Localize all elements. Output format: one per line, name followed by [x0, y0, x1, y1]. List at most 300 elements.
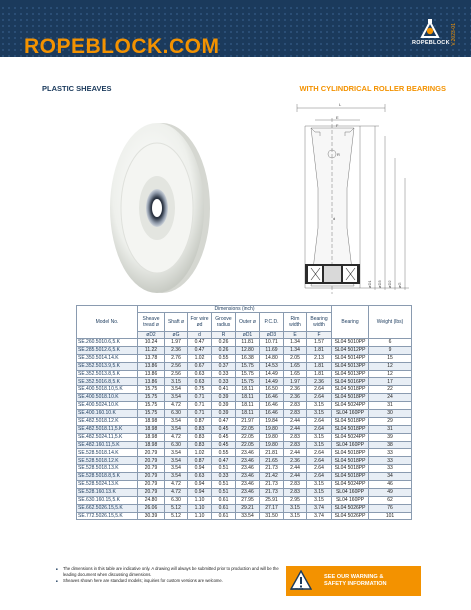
table-cell: 2.64 — [307, 386, 332, 394]
table-cell: 12.80 — [236, 346, 260, 354]
table-cell: 0.71 — [188, 410, 212, 418]
table-cell: 0.83 — [188, 441, 212, 449]
table-cell: 25.91 — [260, 496, 284, 504]
model-number-cell: SE.630.160.15,5.K — [77, 496, 138, 504]
table-cell: 1.97 — [284, 378, 307, 386]
label-d: d — [333, 216, 336, 221]
table-row — [77, 512, 412, 520]
table-cell: 15.75 — [236, 370, 260, 378]
table-cell: 0.83 — [188, 433, 212, 441]
table-cell: 10.71 — [260, 339, 284, 347]
table-cell: 16.50 — [260, 386, 284, 394]
table-cell: 0.71 — [188, 402, 212, 410]
table-cell: 21.65 — [260, 457, 284, 465]
model-number-cell: SE.528.5018.8,5.K — [77, 473, 138, 481]
table-cell: 15.75 — [236, 362, 260, 370]
table-cell: 1.34 — [284, 339, 307, 347]
col-shaft: Shaft ø — [165, 313, 188, 332]
col-sheave-tread: Sheave tread ø — [138, 313, 165, 332]
table-cell: 30 — [369, 410, 412, 418]
table-row — [77, 378, 412, 386]
table-row — [77, 417, 412, 425]
table-cell: 0.83 — [188, 425, 212, 433]
table-cell: 2.64 — [307, 473, 332, 481]
table-cell: 10.24 — [138, 339, 165, 347]
table-cell: 13.78 — [138, 354, 165, 362]
table-cell: 11.81 — [236, 339, 260, 347]
table-cell: 13.86 — [138, 370, 165, 378]
logo-icon — [419, 19, 441, 39]
table-cell: 23.46 — [236, 488, 260, 496]
table-cell: 18.98 — [138, 441, 165, 449]
table-cell: 1.34 — [284, 346, 307, 354]
model-number-cell: SE.482.5018.11,5.K — [77, 425, 138, 433]
sub-D3: øD3 — [260, 332, 284, 339]
table-cell: 27.95 — [236, 496, 260, 504]
table-cell: SL04 5010PP — [332, 339, 369, 347]
table-cell: 20.79 — [138, 488, 165, 496]
col-weight: Weight (lbs) — [369, 306, 412, 339]
model-number-cell: SE.350.5014.14.K — [77, 354, 138, 362]
table-cell: 2.44 — [284, 465, 307, 473]
table-cell: 39 — [369, 433, 412, 441]
label-D2: øD2 — [387, 280, 392, 288]
table-cell: 3.15 — [165, 378, 188, 386]
table-cell: 21.81 — [260, 449, 284, 457]
table-cell: 0.55 — [212, 449, 236, 457]
table-cell: 2.36 — [284, 386, 307, 394]
table-cell: 0.33 — [212, 473, 236, 481]
table-cell: 2.64 — [307, 457, 332, 465]
table-cell: 19.80 — [260, 441, 284, 449]
table-cell: SL04 5013PP — [332, 370, 369, 378]
table-cell: 24.80 — [138, 496, 165, 504]
table-cell: SL04 5024PP — [332, 402, 369, 410]
table-cell: 21.73 — [260, 488, 284, 496]
table-cell: 2.64 — [307, 449, 332, 457]
table-cell: 2.05 — [284, 354, 307, 362]
table-cell: 5.12 — [165, 504, 188, 512]
model-number-cell: SE.482.160.11,5.K — [77, 441, 138, 449]
table-cell: 6.30 — [165, 441, 188, 449]
table-cell: 1.10 — [188, 512, 212, 520]
table-cell: SL04 5018PP — [332, 473, 369, 481]
table-cell: 3.15 — [307, 496, 332, 504]
table-cell: 0.63 — [188, 370, 212, 378]
table-cell: 0.63 — [188, 378, 212, 386]
table-cell: 2.83 — [284, 481, 307, 489]
table-cell: 13.86 — [138, 362, 165, 370]
table-cell: 23.46 — [236, 465, 260, 473]
table-cell: SL04 5018PP — [332, 417, 369, 425]
table-cell: 1.10 — [188, 504, 212, 512]
table-cell: 3.15 — [284, 504, 307, 512]
table-cell: 19.80 — [260, 433, 284, 441]
table-cell: 0.94 — [188, 465, 212, 473]
table-cell: 3.54 — [165, 425, 188, 433]
section-subtitle: WITH CYLINDRICAL ROLLER BEARINGS — [299, 84, 446, 93]
model-number-cell: SE.662.5026.15,5.K — [77, 504, 138, 512]
table-cell: 3.15 — [307, 402, 332, 410]
table-cell: 21.97 — [236, 417, 260, 425]
technical-drawing — [275, 98, 415, 298]
table-cell: SL04 160PP — [332, 410, 369, 418]
table-cell: SL04 160PP — [332, 496, 369, 504]
table-cell: 0.26 — [212, 346, 236, 354]
table-cell: 0.45 — [212, 441, 236, 449]
warning-safety-link[interactable] — [286, 566, 421, 596]
group-header: Dimensions (inch) — [138, 306, 332, 313]
table-cell: 0.45 — [212, 433, 236, 441]
label-E: E — [336, 115, 339, 120]
table-cell: 1.81 — [307, 362, 332, 370]
table-cell: SL04 5018PP — [332, 449, 369, 457]
table-cell: 2.36 — [165, 346, 188, 354]
table-cell: 14.49 — [260, 370, 284, 378]
col-bearing-width: Bearing width — [307, 313, 332, 332]
table-cell: 18.11 — [236, 386, 260, 394]
table-cell: 3.15 — [307, 488, 332, 496]
table-cell: 33 — [369, 449, 412, 457]
model-number-cell: SE.400.160.10.K — [77, 410, 138, 418]
table-cell: 2.36 — [307, 378, 332, 386]
table-cell: 5.12 — [165, 512, 188, 520]
table-cell: 0.41 — [212, 386, 236, 394]
table-cell: 15.75 — [236, 378, 260, 386]
table-cell: 31.50 — [260, 512, 284, 520]
table-row — [77, 346, 412, 354]
table-cell: 22 — [369, 386, 412, 394]
table-cell: 33.54 — [236, 512, 260, 520]
table-cell: SL04 5018PP — [332, 465, 369, 473]
table-cell: 1.65 — [284, 362, 307, 370]
table-cell: 0.94 — [188, 481, 212, 489]
table-cell: 0.33 — [212, 370, 236, 378]
table-cell: 22.05 — [236, 441, 260, 449]
model-number-cell: SE.352.5013.9,5.K — [77, 362, 138, 370]
table-cell: 24 — [369, 394, 412, 402]
table-cell: 6 — [369, 339, 412, 347]
model-number-cell: SE.772.5026.15,5.K — [77, 512, 138, 520]
table-cell: 2.83 — [284, 441, 307, 449]
table-cell: 4.72 — [165, 488, 188, 496]
table-cell: SL04 5018PP — [332, 457, 369, 465]
table-cell: 16.46 — [260, 402, 284, 410]
table-cell: 21.42 — [260, 473, 284, 481]
header — [0, 5, 471, 57]
table-cell: 22.05 — [236, 433, 260, 441]
table-cell: 0.63 — [188, 473, 212, 481]
table-cell: SL04 160PP — [332, 441, 369, 449]
table-cell: 0.55 — [212, 354, 236, 362]
table-cell: 13.86 — [138, 378, 165, 386]
warning-text — [324, 574, 387, 588]
table-row — [77, 362, 412, 370]
table-cell: SL04 5026PP — [332, 504, 369, 512]
table-cell: 21.73 — [260, 465, 284, 473]
table-cell: 1.81 — [307, 346, 332, 354]
table-cell: 2.44 — [284, 449, 307, 457]
table-cell: 29 — [369, 417, 412, 425]
table-cell: 2.64 — [307, 394, 332, 402]
model-number-cell: SE.482.5018.12.K — [77, 417, 138, 425]
table-cell: 0.61 — [212, 512, 236, 520]
section-title: PLASTIC SHEAVES — [42, 84, 112, 93]
table-cell: 20.79 — [138, 481, 165, 489]
table-cell: 18.98 — [138, 425, 165, 433]
table-cell: 18.11 — [236, 402, 260, 410]
table-row — [77, 433, 412, 441]
table-cell: 0.71 — [188, 394, 212, 402]
brand-title[interactable]: ROPEBLOCK.COM — [24, 35, 220, 58]
table-cell: 1.65 — [284, 370, 307, 378]
table-cell: 0.94 — [188, 488, 212, 496]
table-cell: 14.49 — [260, 378, 284, 386]
table-cell: 2.95 — [284, 496, 307, 504]
table-cell: 46 — [369, 481, 412, 489]
model-number-cell: SE.352.5013.8,5.K — [77, 370, 138, 378]
ropeblock-logo[interactable] — [412, 19, 448, 46]
warning-icon-label: WARNING — [291, 588, 304, 591]
footnote-2: ■ Sheaves shown here are standard models; inquiries for custom versions are welcome. — [56, 578, 281, 584]
table-cell: 23.46 — [236, 457, 260, 465]
table-cell: 2.83 — [284, 402, 307, 410]
table-cell: 2.36 — [284, 457, 307, 465]
model-number-cell: SE.528.5018.12.K — [77, 457, 138, 465]
table-cell: 31 — [369, 402, 412, 410]
table-cell: SL04 5012PP — [332, 346, 369, 354]
table-row — [77, 339, 412, 347]
table-cell: 0.51 — [212, 481, 236, 489]
table-cell: 0.39 — [212, 410, 236, 418]
table-cell: 15.75 — [138, 402, 165, 410]
table-cell: 4.72 — [165, 433, 188, 441]
table-row — [77, 481, 412, 489]
table-cell: 15.75 — [138, 386, 165, 394]
table-cell: 2.56 — [165, 370, 188, 378]
sub-D2: øD2 — [138, 332, 165, 339]
table-cell: 1.97 — [165, 339, 188, 347]
table-cell: 1.81 — [307, 370, 332, 378]
table-cell: 31 — [369, 425, 412, 433]
table-cell: SL04 5016PP — [332, 378, 369, 386]
table-cell: 20.79 — [138, 465, 165, 473]
table-cell: 0.61 — [212, 496, 236, 504]
warning-line-2: SAFETY INFORMATION — [324, 581, 387, 587]
table-cell: 11.22 — [138, 346, 165, 354]
table-cell: 16.46 — [260, 394, 284, 402]
table-cell: 0.61 — [212, 504, 236, 512]
table-cell: 23.46 — [236, 481, 260, 489]
table-cell: 2.44 — [284, 473, 307, 481]
table-row — [77, 402, 412, 410]
table-cell: 20.79 — [138, 473, 165, 481]
table-cell: 23.46 — [236, 449, 260, 457]
table-row — [77, 449, 412, 457]
table-row — [77, 504, 412, 512]
table-cell: 0.26 — [212, 339, 236, 347]
table-cell: 34 — [369, 473, 412, 481]
table-cell: 0.51 — [212, 488, 236, 496]
table-cell: 2.64 — [307, 425, 332, 433]
sub-E: E — [284, 332, 307, 339]
table-cell: 1.02 — [188, 449, 212, 457]
table-cell: 3.15 — [307, 481, 332, 489]
table-cell: 4.72 — [165, 402, 188, 410]
table-cell: 3.54 — [165, 465, 188, 473]
table-cell: SL04 5026PP — [332, 512, 369, 520]
table-row — [77, 457, 412, 465]
table-cell: SL04 5014PP — [332, 354, 369, 362]
table-cell: 62 — [369, 496, 412, 504]
table-cell: 0.67 — [188, 362, 212, 370]
label-L: L — [339, 102, 342, 107]
table-cell: 19.80 — [260, 425, 284, 433]
model-number-cell: SE.482.5024.11,5.K — [77, 433, 138, 441]
table-cell: 0.87 — [188, 457, 212, 465]
table-cell: 12 — [369, 362, 412, 370]
table-row — [77, 488, 412, 496]
model-number-cell: SE.528.5024.13.K — [77, 481, 138, 489]
table-cell: 20.79 — [138, 457, 165, 465]
table-cell: SL04 5018PP — [332, 386, 369, 394]
table-cell: 0.37 — [212, 362, 236, 370]
table-cell: 2.76 — [165, 354, 188, 362]
table-cell: 3.15 — [307, 441, 332, 449]
table-row — [77, 354, 412, 362]
table-cell: 0.39 — [212, 394, 236, 402]
table-cell: 33 — [369, 457, 412, 465]
table-cell: 2.36 — [284, 394, 307, 402]
table-cell: 3.54 — [165, 457, 188, 465]
table-cell: 6.30 — [165, 496, 188, 504]
table-cell: 3.15 — [284, 512, 307, 520]
table-cell: 17 — [369, 378, 412, 386]
table-cell: 11.69 — [260, 346, 284, 354]
table-cell: 0.47 — [212, 457, 236, 465]
table-cell: 76 — [369, 504, 412, 512]
col-outer: Outer ø — [236, 313, 260, 332]
table-cell: 2.83 — [284, 410, 307, 418]
table-row — [77, 394, 412, 402]
table-cell: 12 — [369, 370, 412, 378]
sheave-photo — [100, 118, 220, 298]
table-row — [77, 425, 412, 433]
table-cell: 29.21 — [236, 504, 260, 512]
table-cell: 1.10 — [188, 496, 212, 504]
sub-D1: øD1 — [236, 332, 260, 339]
table-cell: 0.47 — [212, 417, 236, 425]
model-number-cell: SE.528.160.13.K — [77, 488, 138, 496]
table-cell: 0.47 — [188, 339, 212, 347]
label-D1: øD1 — [367, 280, 372, 288]
label-G: øG — [397, 282, 402, 288]
table-cell: 0.39 — [212, 402, 236, 410]
col-model: Model No. — [77, 306, 138, 339]
table-cell: 3.54 — [165, 417, 188, 425]
table-row — [77, 465, 412, 473]
table-cell: SL04 5024PP — [332, 481, 369, 489]
table-cell: 3.54 — [165, 394, 188, 402]
table-row — [77, 410, 412, 418]
table-cell: 0.47 — [188, 346, 212, 354]
table-cell: 21.73 — [260, 481, 284, 489]
table-cell: 0.87 — [188, 417, 212, 425]
label-R: R — [337, 152, 340, 157]
table-cell: 2.83 — [284, 433, 307, 441]
table-cell: 14.53 — [260, 362, 284, 370]
table-cell: 3.74 — [307, 512, 332, 520]
logo-text: ROPEBLOCK — [412, 40, 450, 46]
table-cell: 3.15 — [307, 410, 332, 418]
footnote-1: ■ The dimensions in this table are indicative only. A drawing will always be submitted prior to production and will be the leading document when discussing dimensions. — [56, 566, 281, 578]
dimensions-table — [76, 305, 412, 520]
table-cell: 27.17 — [260, 504, 284, 512]
table-cell: SL04 5024PP — [332, 433, 369, 441]
table-cell: 49 — [369, 488, 412, 496]
table-cell: 14.80 — [260, 354, 284, 362]
table-cell: 0.75 — [188, 386, 212, 394]
table-cell: 23.46 — [236, 473, 260, 481]
table-cell: 2.44 — [284, 417, 307, 425]
table-row — [77, 473, 412, 481]
sub-R: R — [212, 332, 236, 339]
model-number-cell: SE.400.5018.10,5.K — [77, 386, 138, 394]
table-cell: 3.54 — [165, 473, 188, 481]
footnotes — [56, 566, 281, 584]
table-cell: 2.56 — [165, 362, 188, 370]
table-cell: 0.33 — [212, 378, 236, 386]
table-cell: 15.75 — [138, 394, 165, 402]
sub-d: d — [188, 332, 212, 339]
table-cell: 4.72 — [165, 481, 188, 489]
table-cell: 1.57 — [307, 339, 332, 347]
version-label: V.2023-01 — [451, 23, 457, 46]
table-cell: SL04 160PP — [332, 488, 369, 496]
table-cell: 16.46 — [260, 410, 284, 418]
table-cell: 20.79 — [138, 449, 165, 457]
table-row — [77, 386, 412, 394]
col-wire: For wire ød — [188, 313, 212, 332]
model-number-cell: SE.352.5016.8,5.K — [77, 378, 138, 386]
table-cell: 15 — [369, 354, 412, 362]
table-cell: 19.84 — [260, 417, 284, 425]
table-cell: 0.51 — [212, 465, 236, 473]
table-cell: 22.05 — [236, 425, 260, 433]
table-cell: 16.38 — [236, 354, 260, 362]
table-cell: SL04 5018PP — [332, 425, 369, 433]
label-D3: øD3 — [377, 280, 382, 288]
table-cell: 33 — [369, 465, 412, 473]
col-pcd: P.C.D. — [260, 313, 284, 332]
model-number-cell: SE.528.5018.14.K — [77, 449, 138, 457]
table-cell: 3.15 — [307, 433, 332, 441]
table-cell: 6.30 — [165, 410, 188, 418]
table-cell: 2.13 — [307, 354, 332, 362]
table-cell: 38 — [369, 441, 412, 449]
table-cell: 0.45 — [212, 425, 236, 433]
table-cell: 3.74 — [307, 504, 332, 512]
col-bearing: Bearing — [332, 306, 369, 339]
table-cell: 18.98 — [138, 417, 165, 425]
table-cell: 18.98 — [138, 433, 165, 441]
model-number-cell: SE.400.5024.10.K — [77, 402, 138, 410]
warning-line-1: SEE OUR WARNING & — [324, 574, 384, 580]
table-cell: 2.44 — [284, 425, 307, 433]
table-cell: 3.54 — [165, 386, 188, 394]
table-cell: SL04 5013PP — [332, 362, 369, 370]
table-cell: 3.54 — [165, 449, 188, 457]
